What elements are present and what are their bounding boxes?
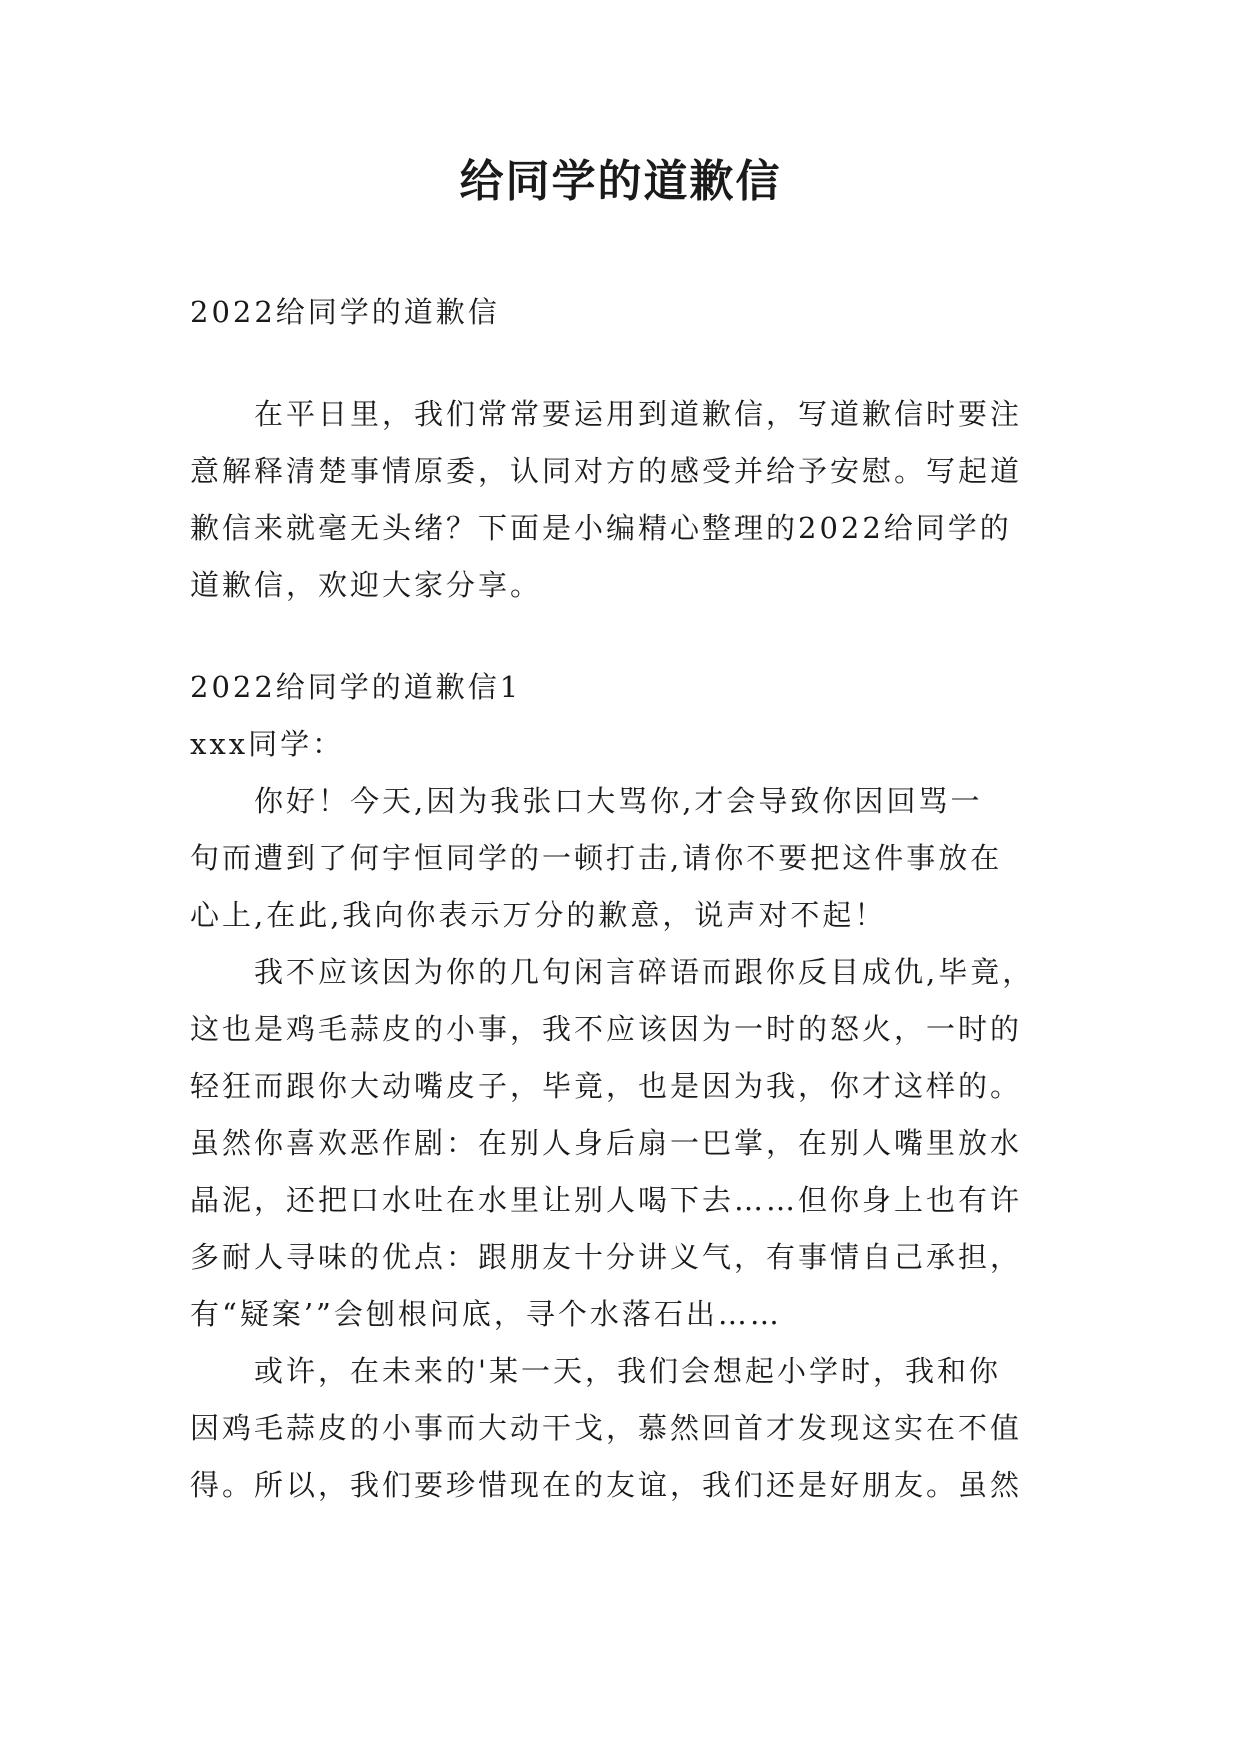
letter-heading: 2022给同学的道歉信1 [190, 670, 522, 704]
spacer [190, 614, 1060, 659]
subtitle: 2022给同学的道歉信 [190, 295, 500, 329]
body-line: 虽然你喜欢恶作剧：在别人身后扇一巴掌，在别人嘴里放水 [190, 1126, 1023, 1160]
body-line: 或许，在未来的'某一天，我们会想起小学时，我和你 [190, 1354, 1001, 1388]
spacer [190, 341, 1060, 386]
body-line: 因鸡毛蒜皮的小事而大动干戈，慕然回首才发现这实在不值 [190, 1411, 1023, 1445]
body-line: 有“疑案’”会刨根问底，寻个水落石出…… [190, 1297, 782, 1331]
body-line: 你好！今天,因为我张口大骂你,才会导致你因回骂一 [190, 784, 983, 818]
body-line: 晶泥，还把口水吐在水里让别人喝下去……但你身上也有许 [190, 1183, 1023, 1217]
document-title: 给同学的道歉信 [459, 156, 782, 207]
body-line: 轻狂而跟你大动嘴皮子，毕竟，也是因为我，你才这样的。 [190, 1069, 1023, 1103]
intro-line: 在平日里，我们常常要运用到道歉信，写道歉信时要注 [190, 397, 1023, 431]
body-line: 句而遭到了何宇恒同学的一顿打击,请你不要把这件事放在 [190, 841, 1003, 875]
body-line: 我不应该因为你的几句闲言碎语而跟你反目成仇,毕竟， [190, 955, 1035, 989]
intro-line: 意解释清楚事情原委，认同对方的感受并给予安慰。写起道 [190, 454, 1023, 488]
intro-paragraph [190, 386, 1060, 614]
letter-body [190, 773, 1060, 1514]
body-line: 心上,在此,我向你表示万分的歉意，说声对不起！ [190, 898, 887, 932]
intro-line: 歉信来就毫无头绪？下面是小编精心整理的2022给同学的 [190, 511, 1012, 545]
body-line: 这也是鸡毛蒜皮的小事，我不应该因为一时的怒火，一时的 [190, 1012, 1023, 1046]
document-body [190, 284, 1060, 1514]
body-line: 多耐人寻味的优点：跟朋友十分讲义气，有事情自己承担， [190, 1240, 1023, 1274]
salutation: xxx同学： [190, 727, 345, 761]
intro-line: 道歉信，欢迎大家分享。 [190, 568, 543, 602]
body-line: 得。所以，我们要珍惜现在的友谊，我们还是好朋友。虽然 [190, 1468, 1023, 1502]
